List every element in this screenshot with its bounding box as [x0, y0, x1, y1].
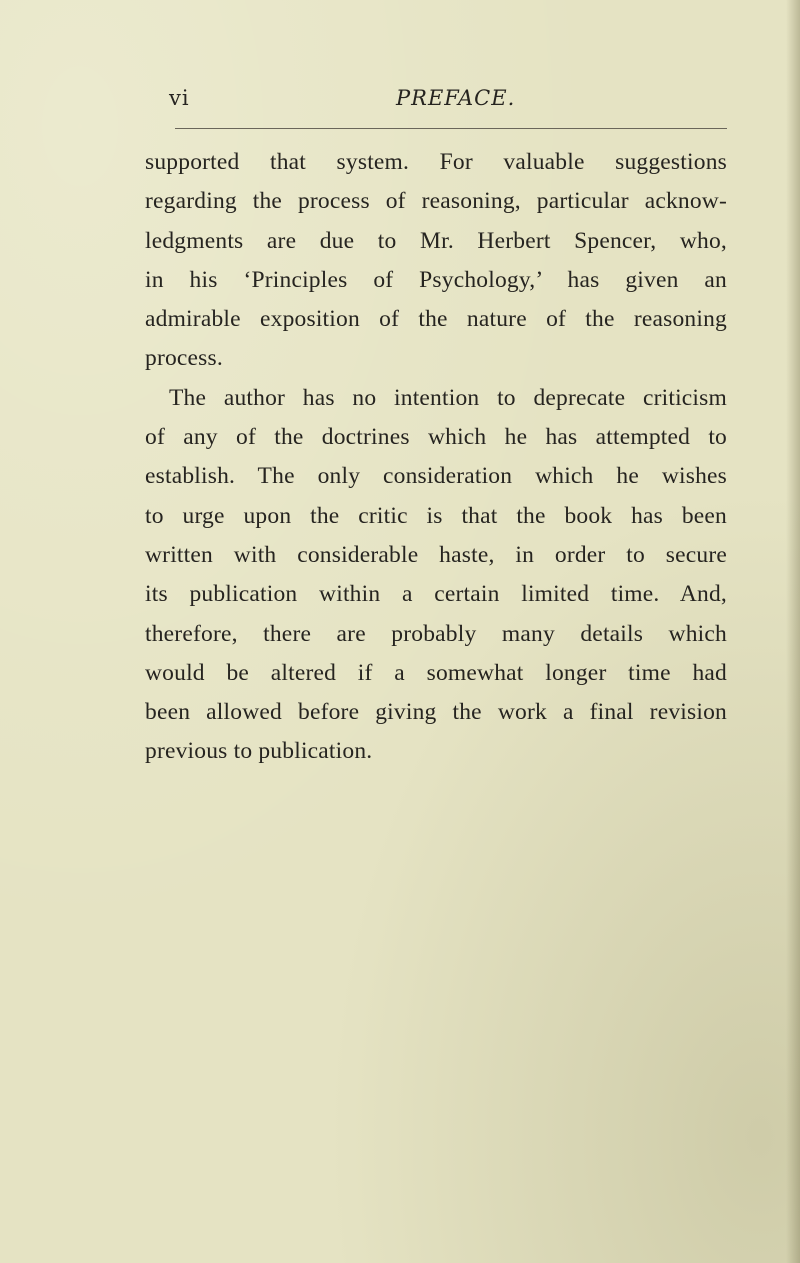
page-number: vi [169, 86, 190, 110]
text-line: establish. The only consideration which he wishes [145, 463, 727, 490]
text-line: written with considerable haste, in order to secure [145, 541, 727, 568]
text-line: been allowed before giving the work a final revision [145, 699, 727, 726]
text-line: of any of the doctrines which he has attempted to [145, 424, 727, 451]
text-line: would be altered if a somewhat longer time had [145, 659, 727, 686]
text-line: admirable exposition of the nature of the reasoning [145, 306, 727, 333]
text-line: process. [145, 345, 223, 372]
running-title: PREFACE. [396, 86, 516, 110]
header-rule [175, 128, 727, 129]
text-line: its publication within a certain limited time. And, [145, 581, 727, 608]
page-edge-shadow [786, 0, 800, 1263]
running-head [169, 86, 731, 116]
body-text [145, 143, 727, 772]
text-line: therefore, there are probably many details which [145, 620, 727, 647]
text-line: regarding the process of reasoning, particular acknow- [145, 188, 727, 215]
text-line: to urge upon the critic is that the book has been [145, 502, 727, 529]
text-line: ledgments are due to Mr. Herbert Spencer, who, [145, 227, 727, 254]
text-line: supported that system. For valuable suggestions [145, 149, 727, 175]
text-line: in his ‘Principles of Psychology,’ has given an [145, 266, 727, 293]
text-line: previous to publication. [145, 738, 373, 765]
text-line: The author has no intention to deprecate criticism [169, 384, 727, 411]
